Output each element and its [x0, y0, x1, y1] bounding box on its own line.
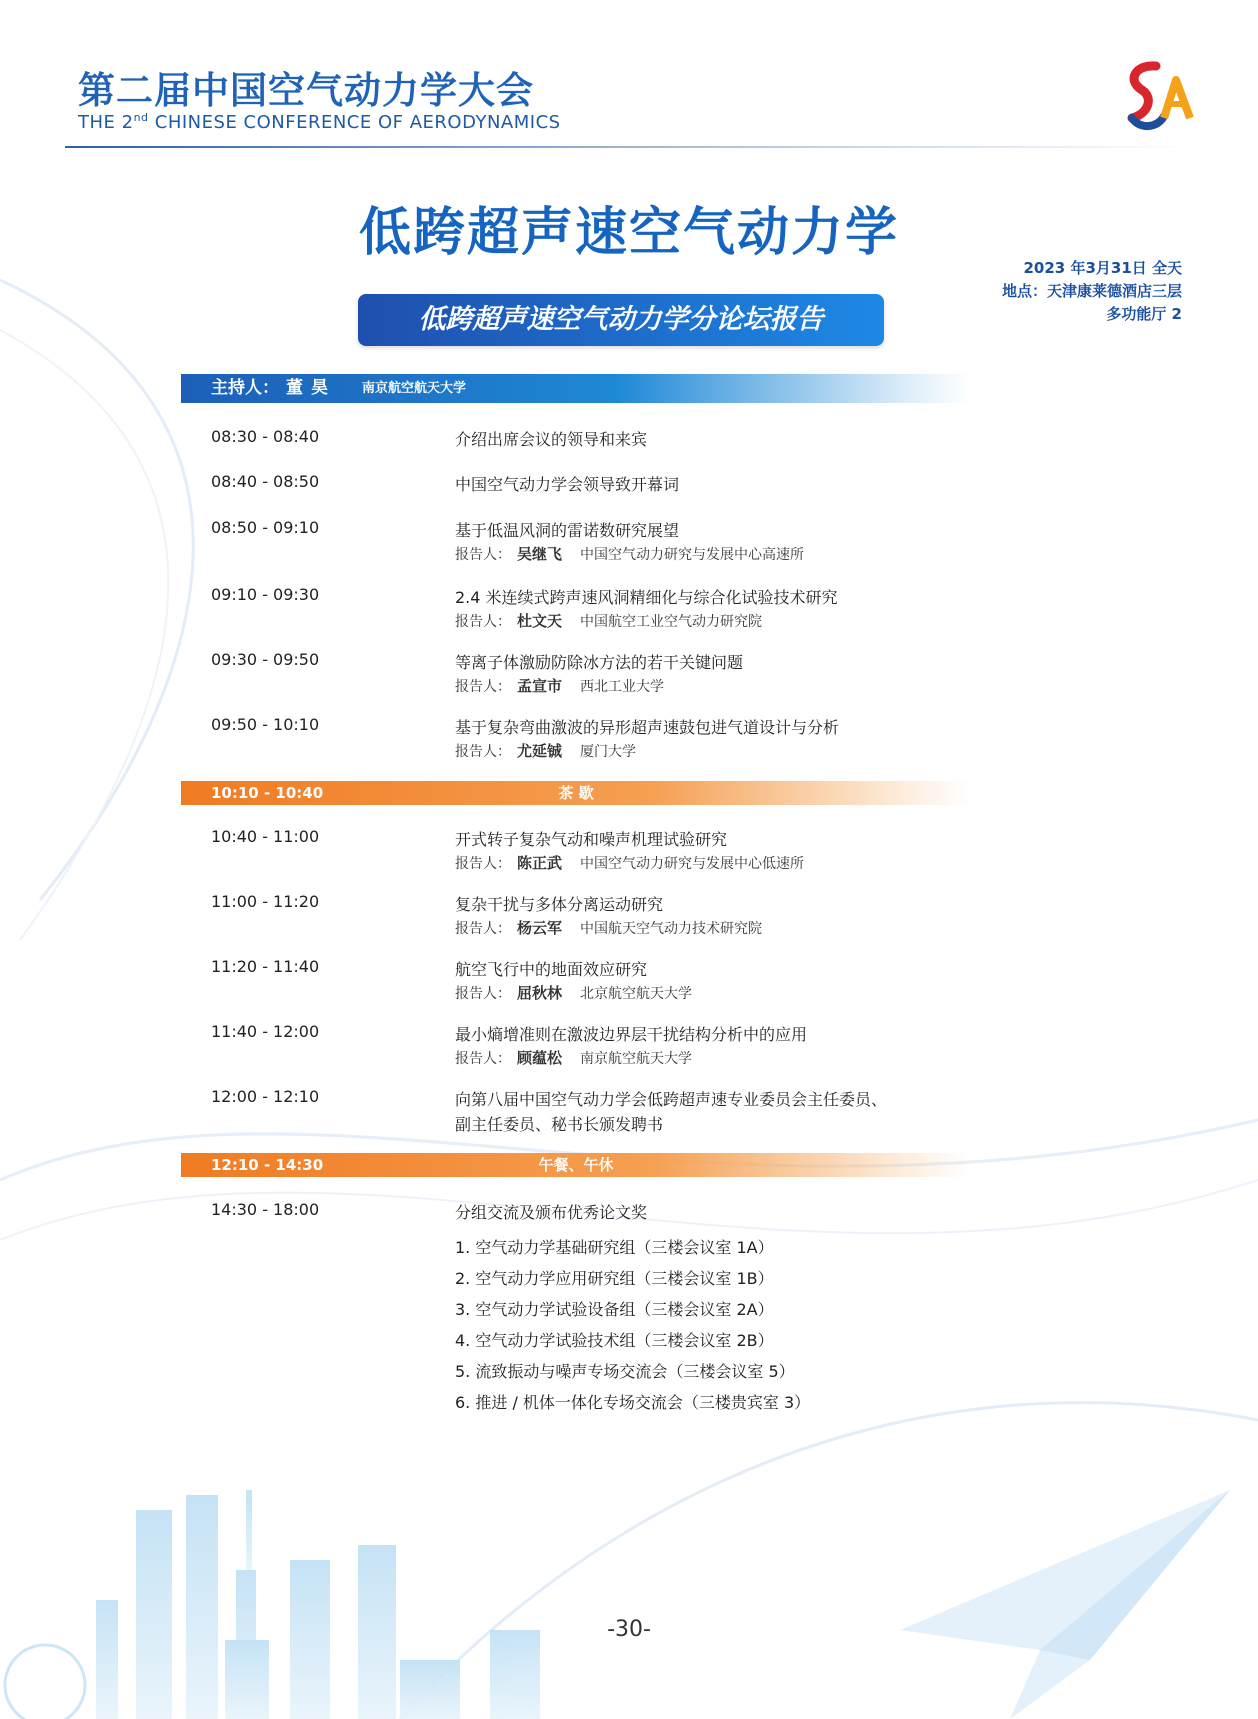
slot-title: 中国空气动力学会领导致开幕词 [455, 475, 680, 494]
slot-title: 基于复杂弯曲激波的异形超声速鼓包进气道设计与分析 [455, 718, 840, 737]
slot-time: 12:00 - 12:10 [211, 1087, 320, 1106]
slot-speaker: 报告人： 吴继飞 中国空气动力研究与发展中心高速所 [455, 545, 805, 563]
group-list [455, 1232, 810, 1418]
slot-title-line2: 副主任委员、秘书长颁发聘书 [455, 1115, 664, 1134]
conference-title-en: THE 2nd CHINESE CONFERENCE OF AERODYNAMICS [78, 111, 561, 133]
slot-time: 08:40 - 08:50 [211, 472, 320, 491]
conference-title-cn: 第二届中国空气动力学大会 [78, 69, 534, 112]
session-date: 2023 年3月31日 全天 [1023, 259, 1182, 277]
host-name: 董昊 [286, 378, 336, 398]
slot-title: 基于低温风洞的雷诺数研究展望 [455, 521, 680, 540]
break-label: 午餐、午休 [538, 1156, 614, 1174]
list-item: 4. 空气动力学试验技术组（三楼会议室 2B） [455, 1331, 774, 1350]
slot-title: 介绍出席会议的领导和来宾 [455, 430, 648, 449]
header-divider [65, 146, 1190, 148]
tea-break-band [181, 781, 971, 805]
slot-speaker: 报告人： 杨云军 中国航天空气动力技术研究院 [455, 919, 763, 937]
slot-title: 开式转子复杂气动和噪声机理试验研究 [455, 830, 728, 849]
slot-speaker: 报告人： 屈秋林 北京航空航天大学 [455, 984, 693, 1002]
city-skyline-illustration [0, 1450, 1258, 1719]
list-item: 5. 流致振动与噪声专场交流会（三楼会议室 5） [455, 1362, 795, 1381]
slot-time: 11:20 - 11:40 [211, 957, 320, 976]
slot-title: 2.4 米连续式跨声速风洞精细化与综合化试验技术研究 [455, 588, 838, 607]
slot-speaker: 报告人： 陈正武 中国空气动力研究与发展中心低速所 [455, 854, 805, 872]
slot-time: 08:30 - 08:40 [211, 427, 320, 446]
list-item: 6. 推进 / 机体一体化专场交流会（三楼贵宾室 3） [455, 1393, 811, 1412]
slot-speaker: 报告人： 孟宣市 西北工业大学 [455, 677, 665, 695]
session-meta [1002, 257, 1182, 326]
slot-title: 向第八届中国空气动力学会低跨超声速专业委员会主任委员、 [455, 1090, 888, 1109]
list-item: 1. 空气动力学基础研究组（三楼会议室 1A） [455, 1238, 774, 1257]
slot-speaker: 报告人： 杜文天 中国航空工业空气动力研究院 [455, 612, 763, 630]
slot-title: 等离子体激励防除冰方法的若干关键问题 [455, 653, 744, 672]
session-location: 地点：天津康莱德酒店三层 [1001, 282, 1182, 300]
host-band [181, 374, 971, 403]
host-label: 主持人： [211, 378, 279, 398]
break-time: 12:10 - 14:30 [211, 1156, 324, 1174]
slot-title: 最小熵增准则在激波边界层干扰结构分析中的应用 [455, 1025, 808, 1044]
session-room: 多功能厅 2 [1106, 305, 1182, 323]
slot-time: 09:10 - 09:30 [211, 585, 320, 604]
slot-title: 分组交流及颁布优秀论文奖 [455, 1203, 648, 1222]
slot-speaker: 报告人： 尤延铖 厦门大学 [455, 742, 637, 760]
slot-time: 11:00 - 11:20 [211, 892, 320, 911]
slot-time: 08:50 - 09:10 [211, 518, 320, 537]
session-title: 低跨超声速空气动力学 [358, 203, 899, 263]
slot-time: 14:30 - 18:00 [211, 1200, 320, 1219]
forum-subtitle: 低跨超声速空气动力学分论坛报告 [358, 294, 884, 346]
slot-speaker: 报告人： 顾蕴松 南京航空航天大学 [455, 1049, 693, 1067]
csa-logo-icon [1118, 58, 1198, 138]
list-item: 3. 空气动力学试验设备组（三楼会议室 2A） [455, 1300, 774, 1319]
break-time: 10:10 - 10:40 [211, 784, 324, 802]
host-institution: 南京航空航天大学 [362, 381, 467, 396]
list-item: 2. 空气动力学应用研究组（三楼会议室 1B） [455, 1269, 774, 1288]
slot-time: 09:30 - 09:50 [211, 650, 320, 669]
page-number: -30- [607, 1617, 651, 1642]
slot-title: 复杂干扰与多体分离运动研究 [455, 895, 664, 914]
lunch-break-band [181, 1153, 971, 1177]
slot-time: 11:40 - 12:00 [211, 1022, 320, 1041]
slot-time: 10:40 - 11:00 [211, 827, 320, 846]
slot-time: 09:50 - 10:10 [211, 715, 320, 734]
slot-title: 航空飞行中的地面效应研究 [455, 960, 648, 979]
break-label: 茶 歇 [558, 784, 594, 802]
